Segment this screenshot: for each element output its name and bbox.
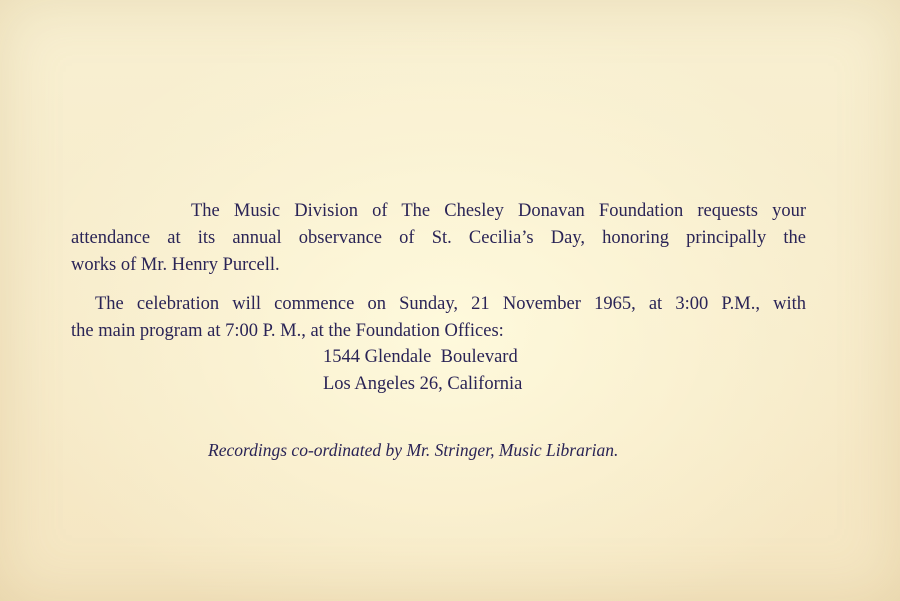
- paragraph2-line1: The celebration will commence on Sunday, 21 November 1965, at 3:00 P.M., with: [95, 294, 806, 314]
- address-city: Los Angeles 26, California: [323, 374, 523, 394]
- paragraph2-line2: the main program at 7:00 P. M., at the Foundation Offices:: [71, 321, 504, 341]
- credit-line: Recordings co-ordinated by Mr. Stringer, Music Librarian.: [208, 440, 619, 460]
- paragraph1-line3: works of Mr. Henry Purcell.: [71, 255, 280, 275]
- paragraph1-line2: attendance at its annual observance of St. Cecilia’s Day, honoring principally the: [71, 228, 806, 248]
- address-street: 1544 Glendale Boulevard: [323, 347, 518, 367]
- paragraph1-line1: The Music Division of The Chesley Donavan Foundation requests your: [191, 201, 806, 221]
